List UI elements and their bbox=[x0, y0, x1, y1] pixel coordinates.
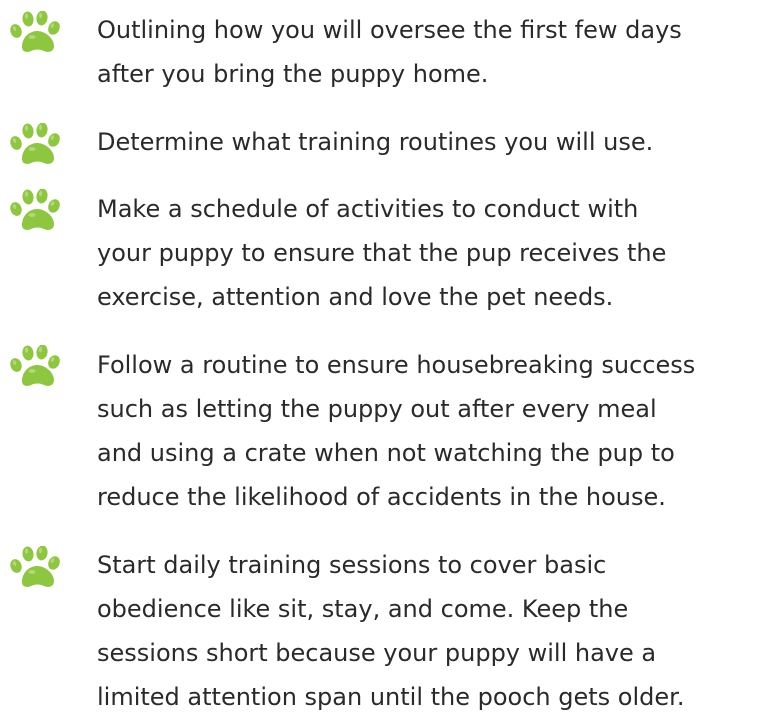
list-item-text bbox=[97, 120, 772, 164]
paw-print-icon bbox=[8, 11, 68, 57]
paw-print-icon bbox=[8, 345, 68, 391]
text-line: Start daily training sessions to cover basic bbox=[97, 551, 607, 579]
list-item-text bbox=[97, 543, 772, 719]
text-line: reduce the likelihood of accidents in the house. bbox=[97, 483, 666, 511]
text-line: Make a schedule of activities to conduct with bbox=[97, 195, 639, 223]
list-item-text bbox=[97, 187, 772, 319]
text-line: limited attention span until the pooch gets older. bbox=[97, 683, 685, 711]
text-line: Follow a routine to ensure housebreaking success bbox=[97, 351, 696, 379]
text-line: after you bring the puppy home. bbox=[97, 60, 489, 88]
text-line: sessions short because your puppy will have a bbox=[97, 639, 657, 667]
text-line: obedience like sit, stay, and come. Keep the bbox=[97, 595, 629, 623]
text-line: Determine what training routines you will use. bbox=[97, 128, 654, 156]
paw-print-icon bbox=[8, 189, 68, 235]
text-line: exercise, attention and love the pet needs. bbox=[97, 283, 614, 311]
paw-print-icon bbox=[8, 123, 68, 169]
list-item-text bbox=[97, 8, 772, 96]
paw-print-icon bbox=[8, 546, 68, 592]
text-line: Outlining how you will oversee the first few days bbox=[97, 16, 682, 44]
list-item-text bbox=[97, 343, 772, 519]
text-line: and using a crate when not watching the pup to bbox=[97, 439, 675, 467]
text-line: your puppy to ensure that the pup receives the bbox=[97, 239, 667, 267]
text-line: such as letting the puppy out after every meal bbox=[97, 395, 657, 423]
